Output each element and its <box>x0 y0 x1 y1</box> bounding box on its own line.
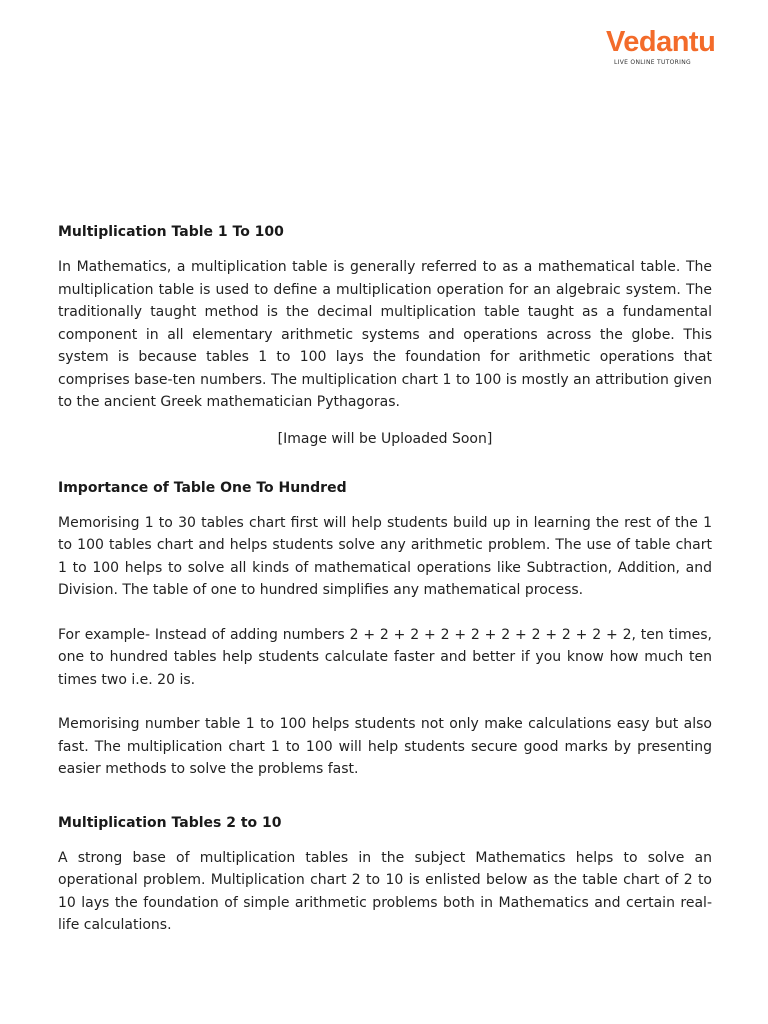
paragraph-intro: In Mathematics, a multiplication table is generally referred to as a mathematical table. The multiplication table is used to define a multiplication operation for an algebraic system. The traditionally taught method is the decimal multiplication table taught as a fundamental component in all elementary arithmetic systems and operations across the globe. This system is because tables 1 to 100 lays the foundation for arithmetic operations that comprises base-ten numbers. The multiplication chart 1 to 100 is mostly an attribution given to the ancient Greek mathematician Pythagoras. <box>58 259 712 410</box>
paragraph-importance: Memorising 1 to 30 tables chart first will help students build up in learning the rest of the 1 to 100 tables chart and helps students solve any arithmetic problem. The use of table chart 1 to 100 helps to solve all kinds of mathematical operations like Subtraction, Addition, and Division. The table of one to hundred simplifies any mathematical process. <box>58 514 712 598</box>
document-body <box>58 222 712 937</box>
paragraph-tables-2-10: A strong base of multiplication tables in the subject Mathematics helps to solve an operational problem. Multiplication chart 2 to 10 is enlisted below as the table chart of 2 to 10 lays the foundation of simple arithmetic problems both in Mathematics and certain real-life calculations. <box>58 849 712 933</box>
section-heading-multiplication-table: Multiplication Table 1 To 100 <box>58 224 284 240</box>
logo-wordmark: Vedantu <box>606 26 716 58</box>
image-placeholder: [Image will be Uploaded Soon] <box>277 430 493 447</box>
logo-tagline: LIVE ONLINE TUTORING <box>614 59 691 66</box>
vedantu-logo <box>604 26 714 70</box>
section-heading-importance: Importance of Table One To Hundred <box>58 479 347 496</box>
paragraph-example: For example- Instead of adding numbers 2 + 2 + 2 + 2 + 2 + 2 + 2 + 2 + 2 + 2, ten times, one to hundred tables help students calculate faster and better if you know how much ten times two i.e. 20 is. <box>58 626 712 688</box>
paragraph-memorising: Memorising number table 1 to 100 helps students not only make calculations easy but also fast. The multiplication chart 1 to 100 will help students secure good marks by presenting easier methods to solve the problems fast. <box>58 716 712 777</box>
section-heading-tables-2-10: Multiplication Tables 2 to 10 <box>58 814 282 831</box>
